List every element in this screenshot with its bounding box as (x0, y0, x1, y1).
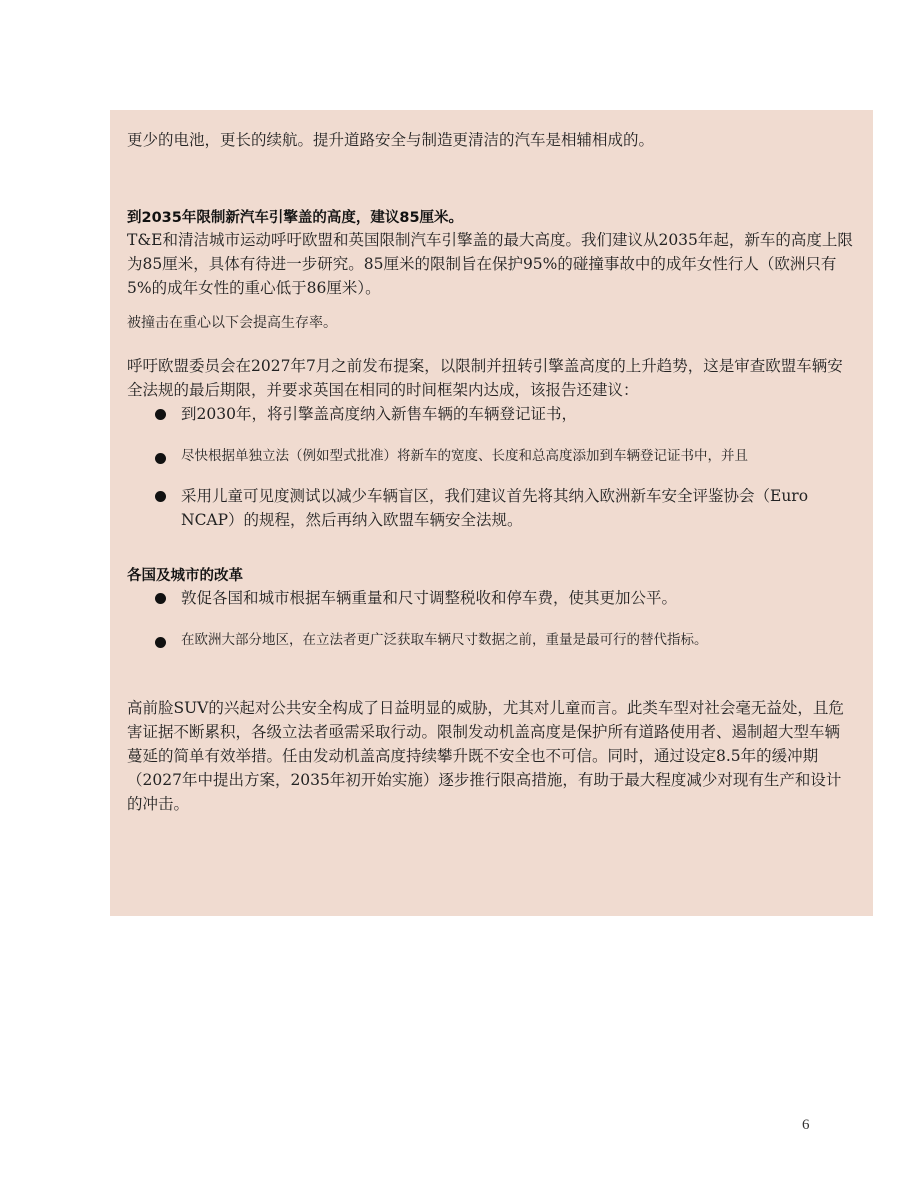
bullet-icon (155, 593, 166, 604)
list-item (127, 628, 855, 652)
paragraph-proposal: T&E和清洁城市运动呼吁欧盟和英国限制汽车引擎盖的最大高度。我们建议从2035年起，新车的高度上限为85厘米，具体有待进一步研究。85厘米的限制旨在保护95%的碰撞事故中的成年女性行人（欧洲只有5%的成年女性的重心低于86厘米）。 (127, 231, 853, 297)
list-item (127, 402, 855, 426)
list-item (127, 444, 855, 468)
list-item (127, 586, 855, 610)
bullet-icon (155, 491, 166, 502)
list-item-text: 在欧洲大部分地区，在立法者更广泛获取车辆尺寸数据之前，重量是最可行的替代指标。 (181, 632, 708, 648)
intro-paragraph: 更少的电池，更长的续航。提升道路安全与制造更清洁的汽车是相辅相成的。 (127, 131, 655, 149)
section-heading-reforms: 各国及城市的改革 (127, 568, 243, 584)
list-item-text: 尽快根据单独立法（例如型式批准）将新车的宽度、长度和总高度添加到车辆登记证书中，并且 (181, 448, 748, 464)
highlight-panel (110, 110, 873, 916)
paragraph-call-to-action: 呼吁欧盟委员会在2027年7月之前发布提案，以限制并扭转引擎盖高度的上升趋势，这是审查欧盟车辆安全法规的最后期限，并要求英国在相同的时间框架内达成，该报告还建议： (127, 357, 843, 399)
section-heading-hood-height: 到2035年限制新汽车引擎盖的高度，建议85厘米。 (127, 210, 464, 226)
list-item-text: 敦促各国和城市根据车辆重量和尺寸调整税收和停车费，使其更加公平。 (181, 589, 678, 607)
bullet-icon (155, 637, 166, 648)
page-number: 6 (802, 1117, 810, 1133)
conclusion-paragraph: 高前脸SUV的兴起对公共安全构成了日益明显的威胁，尤其对儿童而言。此类车型对社会毫无益处，且危害证据不断累积，各级立法者亟需采取行动。限制发动机盖高度是保护所有道路使用者、遏制超大型车辆蔓延的简单有效举措。任由发动机盖高度持续攀升既不安全也不可信。同时，通过设定8.5年的缓冲期（2027年中提出方案，2035年初开始实施）逐步推行限高措施，有助于最大程度减少对现有生产和设计的冲击。 (127, 699, 844, 813)
list-item-text: 采用儿童可见度测试以减少车辆盲区，我们建议首先将其纳入欧洲新车安全评鉴协会（Euro NCAP）的规程，然后再纳入欧盟车辆安全法规。 (181, 487, 809, 529)
paragraph-survival-note: 被撞击在重心以下会提高生存率。 (127, 315, 337, 331)
recommendation-list (127, 402, 855, 532)
list-item-text: 到2030年，将引擎盖高度纳入新售车辆的车辆登记证书， (181, 405, 577, 423)
list-item (127, 484, 855, 532)
bullet-icon (155, 409, 166, 420)
bullet-icon (155, 453, 166, 464)
reform-list (127, 586, 855, 652)
